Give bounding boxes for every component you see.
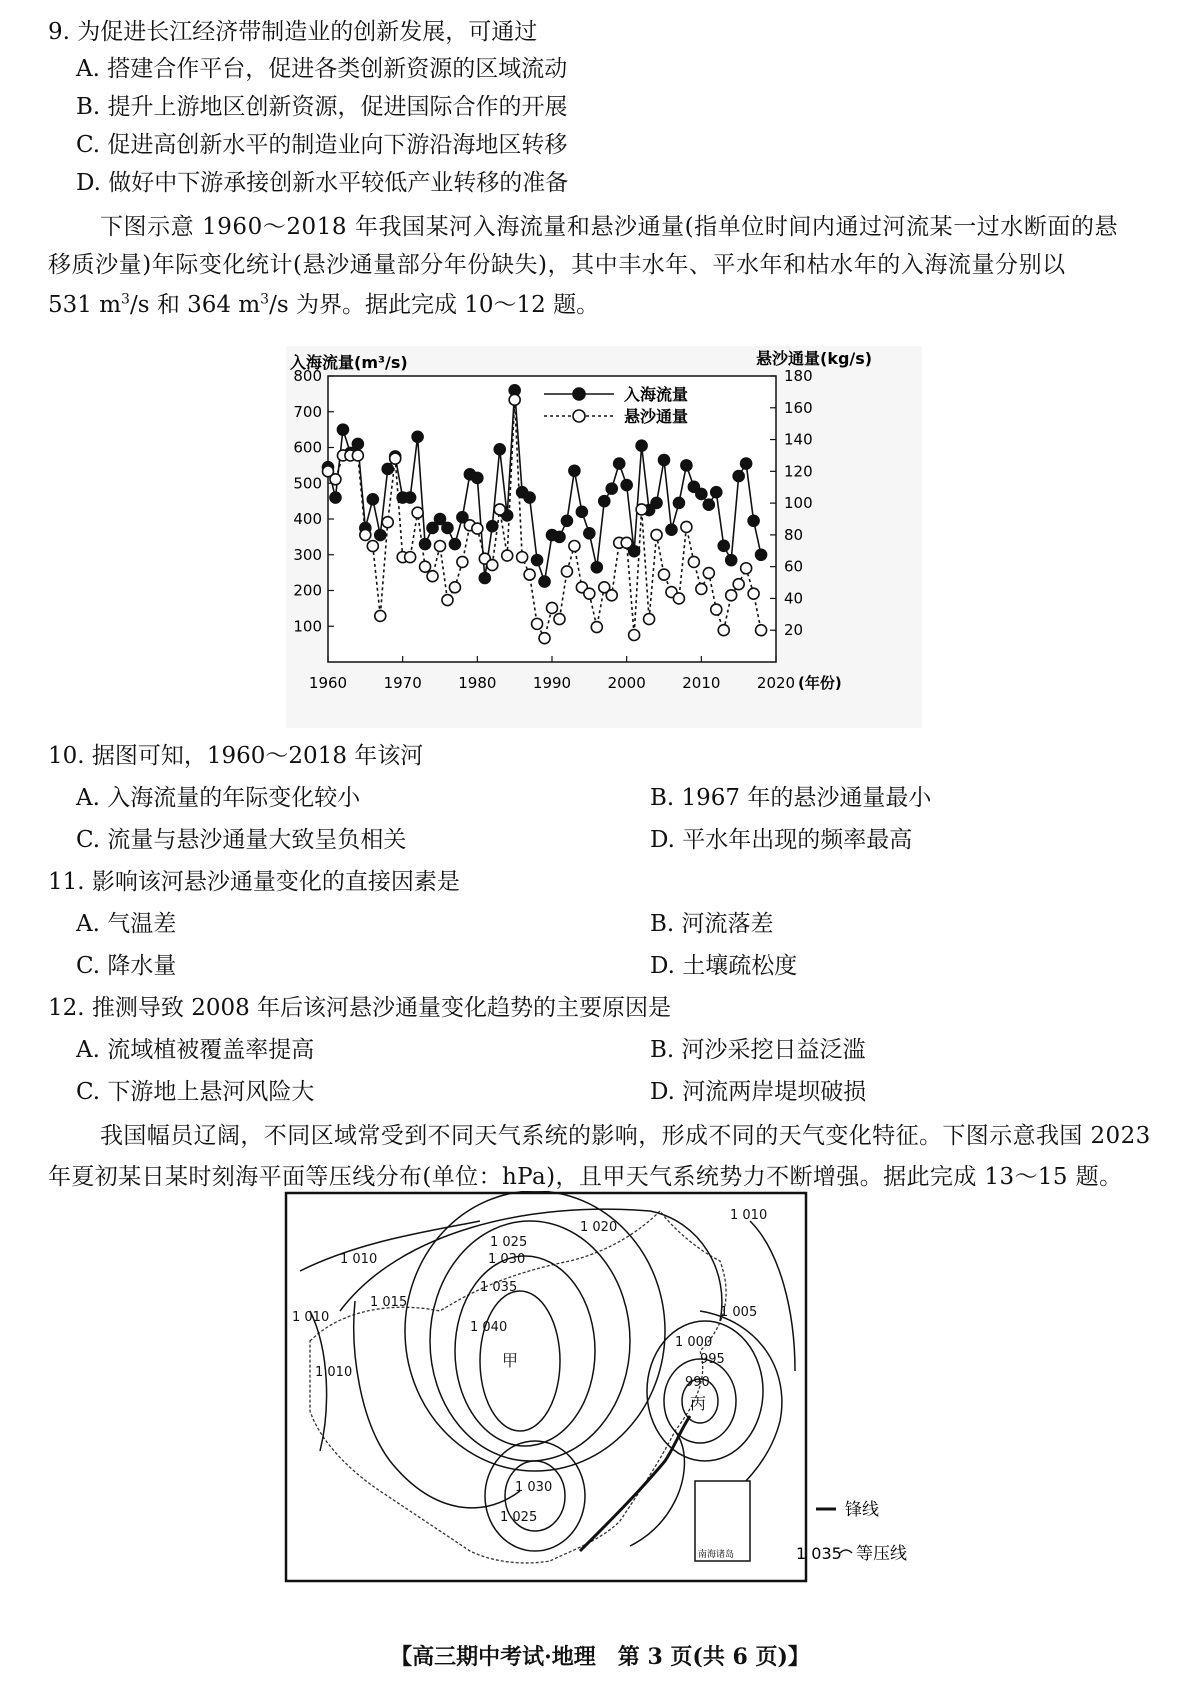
data-point-1 xyxy=(748,588,759,599)
isobar-label-1010-d: 1 010 xyxy=(730,1208,768,1223)
data-point-1 xyxy=(472,523,483,534)
intro1-line2: 移质沙量)年际变化统计(悬沙通量部分年份缺失)，其中丰水年、平水年和枯水年的入海流量分别以 xyxy=(48,252,1066,278)
data-point-1 xyxy=(591,622,602,633)
q9-option-c: C. 促进高创新水平的制造业向下游沿海地区转移 xyxy=(76,132,568,158)
data-point-0 xyxy=(449,539,460,550)
isobar-label-1010-b: 1 010 xyxy=(292,1310,330,1325)
y-right-tick-label: 80 xyxy=(784,525,804,544)
data-point-0 xyxy=(576,506,587,517)
legend-front-label: 锋线 xyxy=(845,1500,879,1520)
data-point-0 xyxy=(659,455,670,466)
legend-marker-1 xyxy=(573,410,585,422)
data-point-0 xyxy=(367,494,378,505)
q12-option-b: B. 河沙采挖日益泛滥 xyxy=(650,1037,866,1063)
data-point-1 xyxy=(532,618,543,629)
x-tick-label: 2010 xyxy=(682,674,721,692)
isobar-label-1000: 1 000 xyxy=(675,1335,713,1350)
isobar-label-995: 995 xyxy=(700,1352,725,1367)
q12-stem: 12. 推测导致 2008 年后该河悬沙通量变化趋势的主要原因是 xyxy=(48,995,672,1021)
data-point-1 xyxy=(636,504,647,515)
y-right-tick-label: 180 xyxy=(784,367,813,385)
data-point-0 xyxy=(569,465,580,476)
data-point-1 xyxy=(606,590,617,601)
q10-option-a: A. 入海流量的年际变化较小 xyxy=(76,785,361,811)
system-label-bing: 丙 xyxy=(690,1394,707,1413)
data-point-1 xyxy=(420,561,431,572)
data-point-0 xyxy=(584,528,595,539)
x-tick-label: 2000 xyxy=(607,674,646,692)
data-point-1 xyxy=(390,453,401,464)
data-point-1 xyxy=(718,625,729,636)
data-point-0 xyxy=(539,576,550,587)
y-left-tick-label: 500 xyxy=(293,474,322,493)
q12-option-a: A. 流域植被覆盖率提高 xyxy=(76,1037,315,1063)
data-point-1 xyxy=(517,552,528,563)
data-point-1 xyxy=(547,602,558,613)
data-point-0 xyxy=(412,431,423,442)
isobar-label-1025-s: 1 025 xyxy=(500,1510,538,1525)
data-point-1 xyxy=(435,541,446,552)
data-point-0 xyxy=(337,424,348,435)
data-point-0 xyxy=(748,515,759,526)
x-tick-label: 1970 xyxy=(383,674,422,692)
isobar-label-990: 990 xyxy=(685,1375,710,1390)
y-left-tick-label: 700 xyxy=(293,402,322,421)
data-point-1 xyxy=(651,529,662,540)
x-tick-label: 1980 xyxy=(458,674,497,692)
isobar-label-1015: 1 015 xyxy=(370,1295,408,1310)
data-point-0 xyxy=(420,539,431,550)
data-point-1 xyxy=(524,569,535,580)
y-right-tick-label: 60 xyxy=(784,557,804,576)
y-right-tick-label: 40 xyxy=(784,589,804,608)
y-left-tick-label: 100 xyxy=(293,617,322,636)
data-point-1 xyxy=(644,614,655,625)
isobar-label-1010-c: 1 010 xyxy=(315,1365,353,1380)
data-point-1 xyxy=(733,579,744,590)
inset-box xyxy=(695,1481,750,1561)
intro1-line3: 531 $m^3/s$ 和 364 $m^3/s$ 为界。据此完成 10～12 题。 xyxy=(48,291,600,318)
data-point-0 xyxy=(741,458,752,469)
data-point-1 xyxy=(696,583,707,594)
isobar-label-1040: 1 040 xyxy=(470,1320,508,1335)
data-point-1 xyxy=(681,521,692,532)
data-point-1 xyxy=(442,595,453,606)
isobar-label-1025: 1 025 xyxy=(490,1235,528,1250)
data-point-1 xyxy=(688,556,699,567)
data-point-0 xyxy=(405,492,416,503)
data-point-1 xyxy=(502,550,513,561)
q11-option-a: A. 气温差 xyxy=(76,911,177,937)
data-point-0 xyxy=(382,463,393,474)
q9-option-d: D. 做好中下游承接创新水平较低产业转移的准备 xyxy=(76,170,569,196)
data-point-1 xyxy=(382,517,393,528)
inset-label: 南海诸岛 xyxy=(698,1550,735,1560)
y-right-tick-label: 160 xyxy=(784,398,813,417)
intro1-line1: 下图示意 1960～2018 年我国某河入海流量和悬沙通量(指单位时间内通过河流某一过水断面的悬 xyxy=(100,214,1119,240)
data-point-1 xyxy=(457,556,468,567)
x-axis-title: (年份) xyxy=(798,674,842,692)
q11-option-b: B. 河流落差 xyxy=(650,911,774,937)
page-footer: 【高三期中考试·地理 第 3 页(共 6 页)】 xyxy=(390,1644,810,1670)
x-tick-label: 1960 xyxy=(308,674,348,692)
data-point-1 xyxy=(629,629,640,640)
x-tick-label: 2020 xyxy=(756,674,796,692)
data-point-1 xyxy=(412,507,423,518)
data-point-0 xyxy=(666,524,677,535)
data-point-0 xyxy=(375,530,386,541)
data-point-0 xyxy=(703,499,714,510)
y-right-tick-label: 140 xyxy=(784,430,813,449)
isobar-label-1035: 1 035 xyxy=(480,1280,518,1295)
q11-option-c: C. 降水量 xyxy=(76,953,177,979)
data-point-0 xyxy=(681,460,692,471)
data-point-1 xyxy=(539,633,550,644)
isobar-map-svg xyxy=(280,1191,922,1583)
data-point-0 xyxy=(621,480,632,491)
data-point-1 xyxy=(659,569,670,580)
q10-option-c: C. 流量与悬沙通量大致呈负相关 xyxy=(76,827,407,853)
q10-option-b: B. 1967 年的悬沙通量最小 xyxy=(650,785,932,811)
data-point-0 xyxy=(479,572,490,583)
y-left-tick-label: 400 xyxy=(293,510,322,528)
data-point-0 xyxy=(636,440,647,451)
q12-option-d: D. 河流两岸堤坝破损 xyxy=(650,1079,867,1105)
data-point-1 xyxy=(711,604,722,615)
data-point-1 xyxy=(509,394,520,405)
data-point-0 xyxy=(726,555,737,566)
data-point-1 xyxy=(621,537,632,548)
data-point-1 xyxy=(741,563,752,574)
data-point-1 xyxy=(673,593,684,604)
data-point-1 xyxy=(375,610,386,621)
y-right-tick-label: 100 xyxy=(784,494,813,513)
q9-option-b: B. 提升上游地区创新资源，促进国际合作的开展 xyxy=(76,94,568,120)
intro2-line1: 我国幅员辽阔，不同区域常受到不同天气系统的影响，形成不同的天气变化特征。下图示意我国 2023 xyxy=(100,1123,1151,1149)
data-point-1 xyxy=(561,566,572,577)
legend-label-0: 入海流量 xyxy=(624,385,689,404)
isobar-label-1030: 1 030 xyxy=(488,1252,526,1267)
data-point-0 xyxy=(330,492,341,503)
data-point-1 xyxy=(427,571,438,582)
data-point-1 xyxy=(584,588,595,599)
y-left-tick-label: 800 xyxy=(293,367,322,385)
data-point-0 xyxy=(711,487,722,498)
map-legend xyxy=(796,1500,907,1564)
legend-label-1: 悬沙通量 xyxy=(624,407,689,426)
legend-isobar-sample: 1 035 xyxy=(796,1544,842,1563)
data-point-0 xyxy=(756,549,767,560)
data-point-1 xyxy=(554,614,565,625)
chart-svg xyxy=(286,346,922,728)
y-right-tick-label: 120 xyxy=(784,462,813,481)
data-point-1 xyxy=(405,552,416,563)
data-point-0 xyxy=(614,458,625,469)
q11-option-d: D. 土壤疏松度 xyxy=(650,953,798,979)
isobar-label-1005: 1 005 xyxy=(720,1305,758,1320)
data-point-1 xyxy=(726,590,737,601)
data-point-0 xyxy=(554,531,565,542)
data-point-0 xyxy=(524,492,535,503)
data-point-1 xyxy=(569,541,580,552)
data-point-1 xyxy=(367,541,378,552)
data-point-0 xyxy=(561,515,572,526)
q10-option-d: D. 平水年出现的频率最高 xyxy=(650,827,913,853)
data-point-0 xyxy=(651,497,662,508)
intro2-line2: 年夏初某日某时刻海平面等压线分布(单位：hPa)，且甲天气系统势力不断增强。据此完成 13～15 题。 xyxy=(48,1164,1123,1190)
data-point-0 xyxy=(606,483,617,494)
y-left-tick-label: 300 xyxy=(293,545,322,564)
data-point-0 xyxy=(442,522,453,533)
plot-frame xyxy=(328,376,776,662)
data-point-0 xyxy=(352,438,363,449)
data-point-1 xyxy=(330,474,341,485)
data-point-0 xyxy=(718,540,729,551)
data-point-1 xyxy=(494,504,505,515)
data-point-1 xyxy=(756,625,767,636)
flow-sediment-chart xyxy=(286,346,922,728)
system-label-jia: 甲 xyxy=(502,1351,519,1370)
data-point-1 xyxy=(703,568,714,579)
data-point-0 xyxy=(591,562,602,573)
data-point-0 xyxy=(472,472,483,483)
y-right-tick-label: 20 xyxy=(784,621,804,640)
y-left-tick-label: 600 xyxy=(293,438,322,457)
q11-stem: 11. 影响该河悬沙通量变化的直接因素是 xyxy=(48,869,460,895)
data-point-0 xyxy=(599,496,610,507)
data-point-0 xyxy=(487,521,498,532)
data-point-1 xyxy=(352,450,363,461)
legend-isobar-label: 等压线 xyxy=(856,1544,907,1564)
x-tick-label: 1990 xyxy=(532,674,572,692)
data-point-0 xyxy=(733,471,744,482)
isobar-label-1010-a: 1 010 xyxy=(340,1252,378,1267)
isobar-map xyxy=(280,1191,922,1583)
data-point-0 xyxy=(696,488,707,499)
data-point-1 xyxy=(360,529,371,540)
isobar-label-1020: 1 020 xyxy=(580,1220,618,1235)
q12-option-c: C. 下游地上悬河风险大 xyxy=(76,1079,315,1105)
data-point-0 xyxy=(673,497,684,508)
q9-option-a: A. 搭建合作平台，促进各类创新资源的区域流动 xyxy=(76,56,568,82)
y-left-axis-title: 入海流量(m³/s) xyxy=(290,353,408,372)
y-left-tick-label: 200 xyxy=(293,581,322,600)
data-point-0 xyxy=(494,444,505,455)
data-point-1 xyxy=(487,560,498,571)
q9-stem: 9. 为促进长江经济带制造业的创新发展，可通过 xyxy=(48,19,538,45)
isobar-label-1030-s: 1 030 xyxy=(515,1480,553,1495)
legend-marker-0 xyxy=(573,388,585,400)
q10-stem: 10. 据图可知，1960～2018 年该河 xyxy=(48,743,424,769)
data-point-0 xyxy=(532,555,543,566)
y-right-axis-title: 悬沙通量(kg/s) xyxy=(756,349,873,368)
data-point-1 xyxy=(449,582,460,593)
